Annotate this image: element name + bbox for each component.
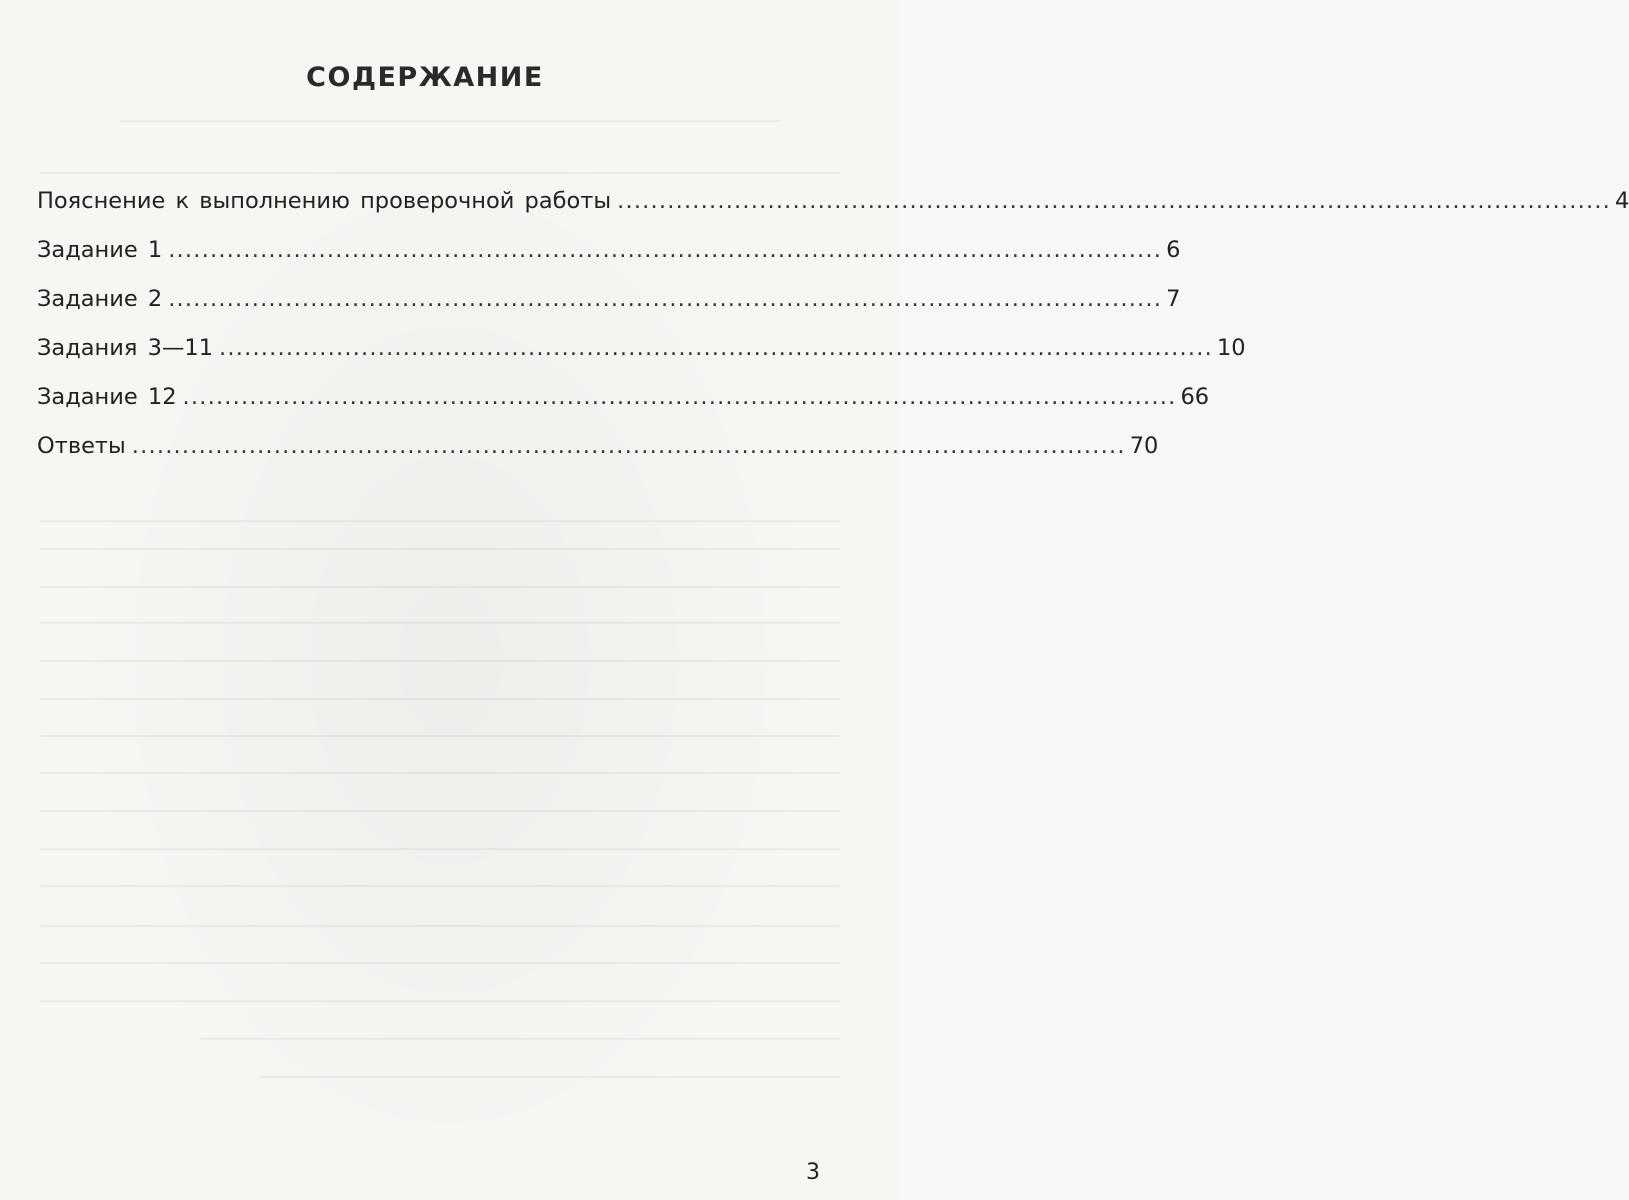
toc-entry-label: Пояснение к выполнению проверочной работы <box>37 188 612 214</box>
toc-entry-label: Задание 2 <box>37 286 163 312</box>
toc-entry-page: 7 <box>1166 286 1181 312</box>
toc-entry-tasks-3-11[interactable] <box>37 335 1246 384</box>
toc-dot-leader: ....................................................................................................................... <box>617 188 1612 214</box>
toc-entry-task-12[interactable] <box>37 384 1210 433</box>
toc-entry-label: Задание 1 <box>37 237 163 263</box>
toc-entry-page: 6 <box>1166 237 1181 263</box>
toc-dot-leader: ....................................................................................................................... <box>219 335 1213 361</box>
toc-entry-page: 70 <box>1129 433 1159 459</box>
page-title: СОДЕРЖАНИЕ <box>306 62 544 93</box>
toc-entry-label: Ответы <box>37 433 126 459</box>
toc-entry-label: Задание 12 <box>37 384 177 410</box>
toc-dot-leader: ....................................................................................................................... <box>131 433 1126 459</box>
toc-entry-explanation[interactable] <box>37 188 1629 237</box>
table-of-contents <box>37 188 1629 482</box>
toc-dot-leader: ....................................................................................................................... <box>168 237 1163 263</box>
toc-entry-answers[interactable] <box>37 433 1159 482</box>
toc-entry-page: 4 <box>1615 188 1629 214</box>
toc-dot-leader: ....................................................................................................................... <box>168 286 1163 312</box>
toc-entry-task-2[interactable] <box>37 286 1181 335</box>
toc-entry-page: 10 <box>1216 335 1246 361</box>
toc-entry-page: 66 <box>1180 384 1210 410</box>
toc-entry-task-1[interactable] <box>37 237 1181 286</box>
toc-dot-leader: ....................................................................................................................... <box>182 384 1177 410</box>
toc-entry-label: Задания 3—11 <box>37 335 214 361</box>
page-number: 3 <box>806 1160 820 1185</box>
